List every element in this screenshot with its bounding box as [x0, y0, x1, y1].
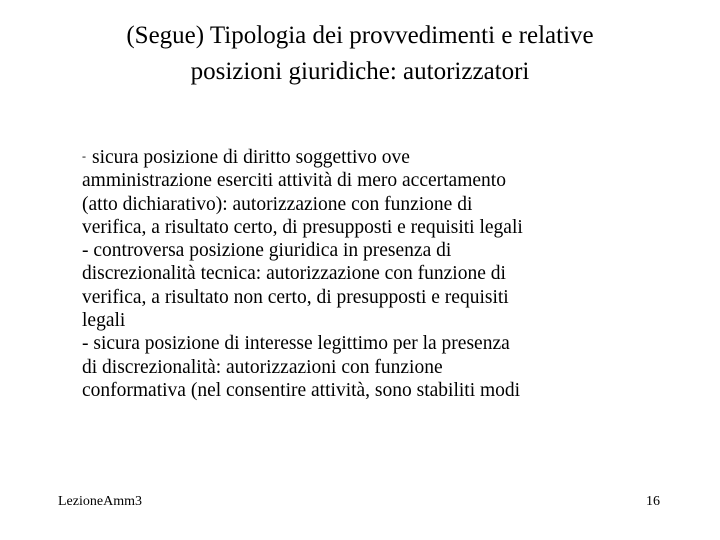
- body-line-11: conformativa (nel consentire attività, sono stabiliti modi: [82, 379, 521, 401]
- body-line-1: [82, 145, 692, 169]
- body-line-4: verifica, a risultato certo, di presupposti e requisiti legali: [82, 216, 523, 238]
- body-line-5: - controversa posizione giuridica in presenza di: [82, 240, 452, 262]
- body-line-8: legali: [82, 310, 126, 332]
- body-line-1-text: sicura posizione di diritto soggettivo ove: [92, 147, 410, 168]
- slide-body: [82, 145, 692, 402]
- slide-title-line-2: posizioni giuridiche: autorizzatori: [190, 58, 530, 85]
- page-number: 16: [646, 494, 660, 509]
- body-line-7: verifica, a risultato non certo, di presupposti e requisiti: [82, 286, 509, 308]
- body-line-3: (atto dichiarativo): autorizzazione con funzione di: [82, 193, 473, 215]
- footer-label: LezioneAmm3: [58, 494, 142, 509]
- body-line-10: di discrezionalità: autorizzazioni con funzione: [82, 356, 443, 378]
- body-line-9: - sicura posizione di interesse legittimo per la presenza: [82, 333, 510, 355]
- slide-title: [40, 18, 680, 90]
- body-line-2: amministrazione eserciti attività di mero accertamento: [82, 170, 506, 192]
- body-line-6: discrezionalità tecnica: autorizzazione con funzione di: [82, 263, 506, 285]
- bullet-dash: -: [82, 149, 86, 163]
- slide-title-line-1: (Segue) Tipologia dei provvedimenti e relative: [126, 22, 594, 49]
